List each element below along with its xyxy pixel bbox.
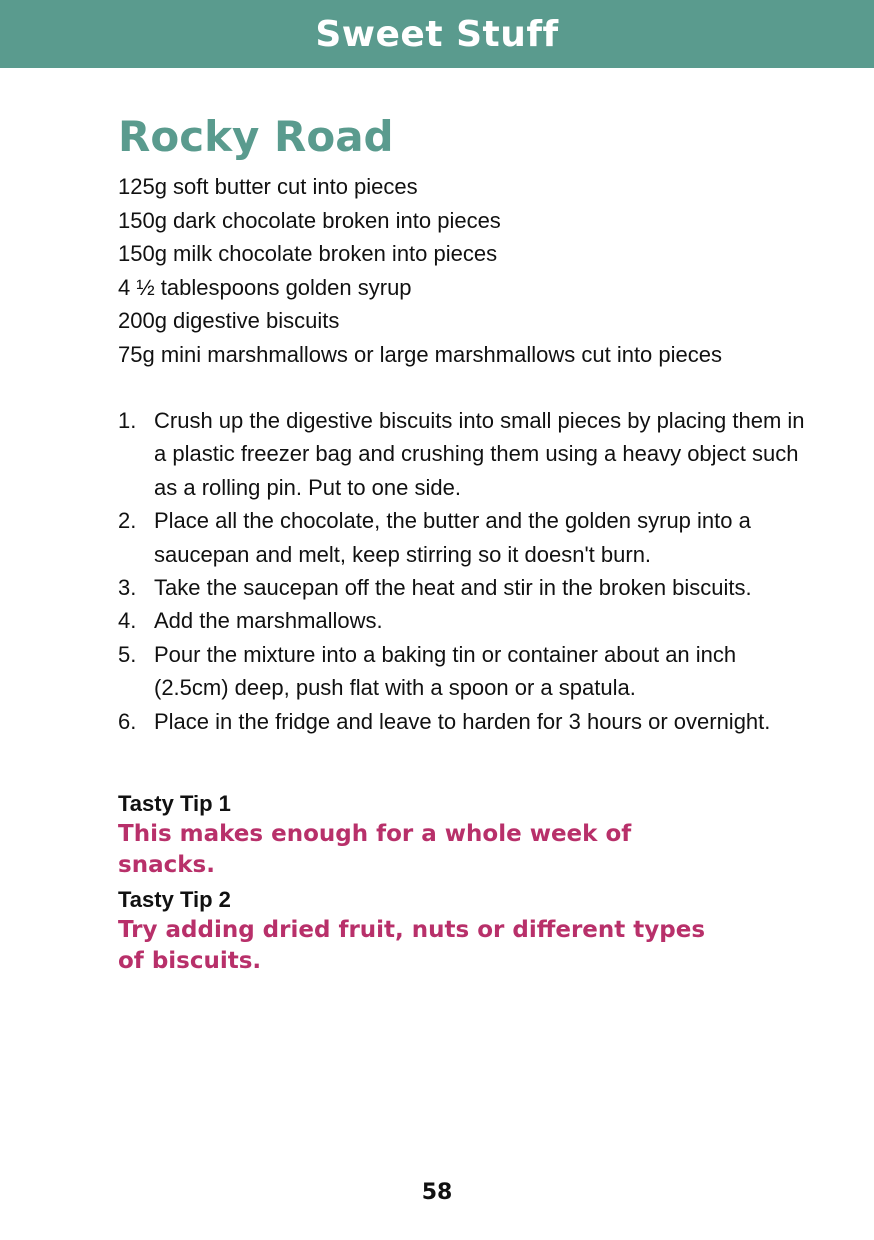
step-number: 4. [118,608,137,634]
step-text: Add the marshmallows. [154,608,383,634]
step-text: Crush up the digestive biscuits into small pieces by placing them in a plastic freezer bag and crushing them using a heavy object such as a rolling pin. Put to one side. [154,408,805,500]
step-text: Pour the mixture into a baking tin or container about an inch (2.5cm) deep, push flat with a spoon or a spatula. [154,641,737,701]
ingredient-item: 200g digestive biscuits [118,308,340,334]
ingredient-item: 150g dark chocolate broken into pieces [118,207,501,233]
step-number: 6. [118,708,137,734]
tip-label: Tasty Tip 2 [118,887,231,912]
step-number: 2. [118,508,137,534]
recipe-title: Rocky Road [118,112,394,161]
ingredient-item: 150g milk chocolate broken into pieces [118,241,498,267]
method-list [118,404,808,738]
method-step [118,504,808,571]
ingredient-item: 125g soft butter cut into pieces [118,174,418,199]
step-text: Take the saucepan off the heat and stir in the broken biscuits. [154,575,752,601]
method-step [118,404,808,504]
ingredient-item: 75g mini marshmallows or large marshmallows cut into pieces [118,341,723,367]
ingredient-list [118,170,818,372]
tip-label: Tasty Tip 1 [118,791,231,816]
ingredient-item: 4 ½ tablespoons golden syrup [118,274,412,300]
method-step [118,571,808,604]
step-text: Place all the chocolate, the butter and the golden syrup into a saucepan and melt, keep stirring so it doesn't burn. [154,508,751,567]
step-number: 3. [118,575,137,601]
section-title: Sweet Stuff [315,14,559,55]
step-number: 5. [118,641,137,667]
method-step [118,604,808,637]
step-text: Place in the fridge and leave to harden for 3 hours or overnight. [154,708,771,734]
tip-text: This makes enough for a whole week of snacks. [118,821,632,878]
tip-text: Try adding dried fruit, nuts or different types of biscuits. [118,917,706,974]
page-number: 58 [421,1180,453,1205]
step-number: 1. [118,408,137,433]
method-step [118,705,808,738]
method-step [118,638,808,705]
